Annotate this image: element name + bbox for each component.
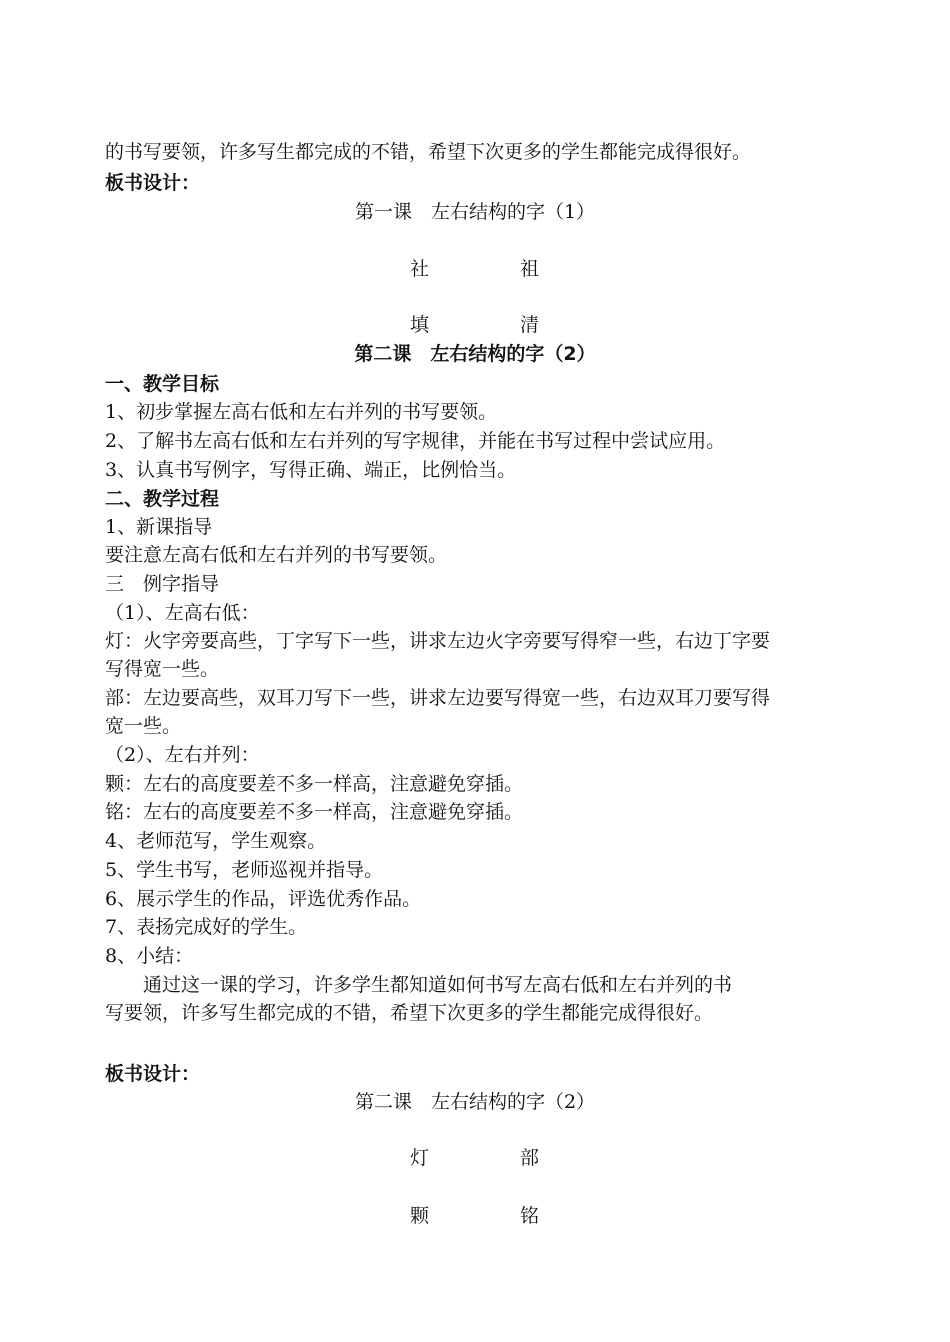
- board-char: 祖: [520, 258, 540, 280]
- step-4: 4、老师范写，学生观察。: [105, 830, 327, 852]
- board-heading-1: 板书设计：: [105, 172, 201, 194]
- bu-line-1: 部：左边要高些，双耳刀写下一些，讲求左边要写得宽一些，右边双耳刀要写得: [105, 687, 771, 709]
- step-5: 5、学生书写，老师巡视并指导。: [105, 859, 384, 881]
- sub-heading-1: （1）、左高右低：: [105, 602, 260, 624]
- new-lesson: 1、新课指导: [105, 516, 213, 538]
- process-heading: 二、教学过程: [105, 488, 220, 510]
- board-char: 灯: [410, 1147, 430, 1169]
- sub-heading-2: （2）、左右并列：: [105, 744, 260, 766]
- board-heading-2: 板书设计：: [105, 1063, 201, 1085]
- board-char: 社: [410, 258, 430, 280]
- board-char: 清: [520, 314, 540, 336]
- goal-item: 2、了解书左高右低和左右并列的写字规律，并能在书写过程中尝试应用。: [105, 430, 726, 452]
- board-title-1: 第一课 左右结构的字（1）: [354, 201, 596, 223]
- deng-line-1: 灯：火字旁要高些，丁字写下一些，讲求左边火字旁要写得窄一些，右边丁字要: [105, 630, 771, 652]
- example-heading: 三 例字指导: [105, 573, 220, 595]
- board-title-2: 第二课 左右结构的字（2）: [354, 1091, 596, 1113]
- summary-line-1: 通过这一课的学习，许多学生都知道如何书写左高右低和左右并列的书: [105, 974, 733, 996]
- summary-line-2: 写要领，许多写生都完成的不错，希望下次更多的学生都能完成得很好。: [105, 1002, 714, 1024]
- goal-item: 3、认真书写例字，写得正确、端正，比例恰当。: [105, 459, 517, 481]
- bu-line-2: 宽一些。: [105, 715, 182, 737]
- board-char: 颗: [410, 1205, 430, 1227]
- ming-line: 铭：左右的高度要差不多一样高，注意避免穿插。: [105, 801, 524, 823]
- goal-item: 1、初步掌握左高右低和左右并列的书写要领。: [105, 401, 498, 423]
- board-char: 部: [520, 1147, 540, 1169]
- ke-line: 颗：左右的高度要差不多一样高，注意避免穿插。: [105, 773, 524, 795]
- board-char: 填: [410, 314, 430, 336]
- step-7: 7、表扬完成好的学生。: [105, 916, 308, 938]
- new-lesson-text: 要注意左高右低和左右并列的书写要领。: [105, 544, 448, 566]
- step-8: 8、小结：: [105, 945, 194, 967]
- lesson-title: 第二课 左右结构的字（2）: [354, 343, 596, 365]
- step-6: 6、展示学生的作品，评选优秀作品。: [105, 888, 422, 910]
- deng-line-2: 写得宽一些。: [105, 658, 220, 680]
- goals-heading: 一、教学目标: [105, 373, 220, 395]
- continuation-text: 的书写要领，许多写生都完成的不错，希望下次更多的学生都能完成得很好。: [105, 141, 752, 163]
- board-char: 铭: [520, 1205, 540, 1227]
